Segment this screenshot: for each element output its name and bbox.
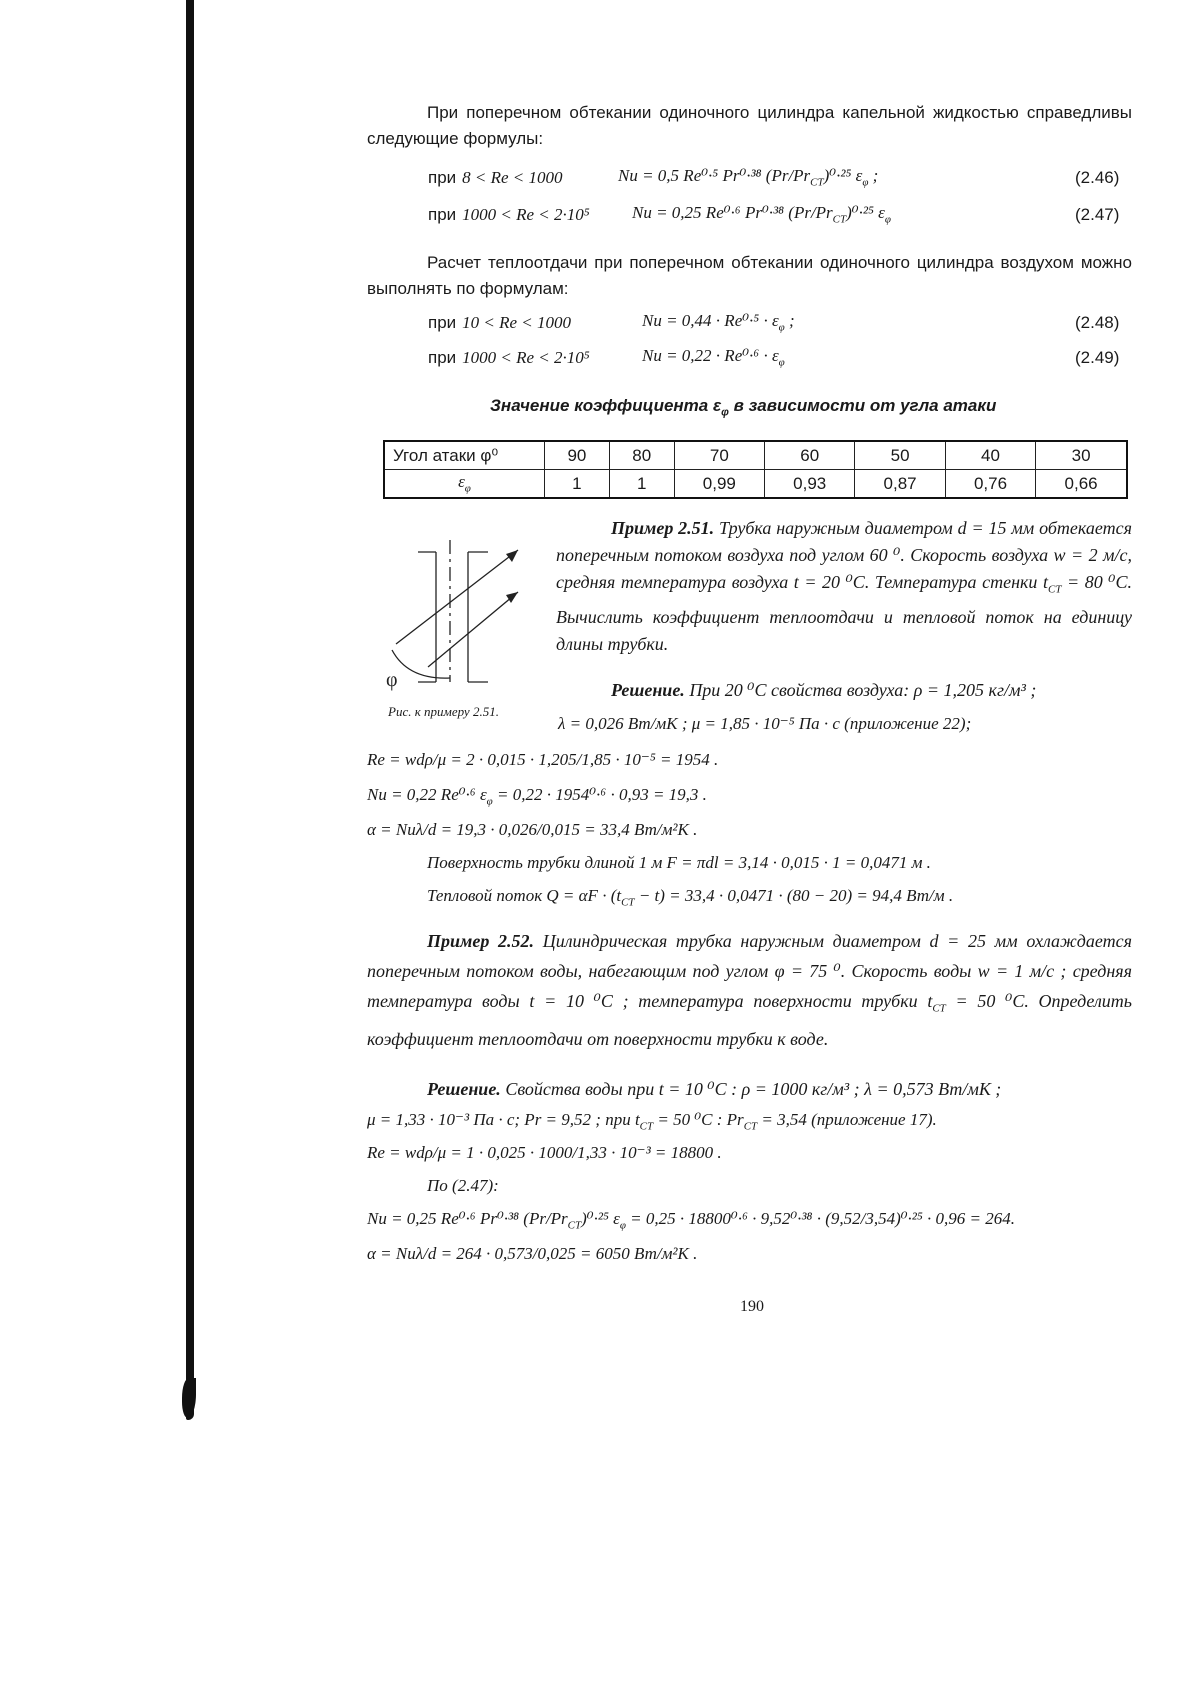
eq-2-49-formula: $Nu = 0,22 \cdot Re^0\cdot^6 \cdot \varepsilon_\varphi$ bbox=[642, 346, 785, 369]
eq-2-46-number: (2.46) bbox=[1075, 168, 1120, 187]
table-cell: 50 bbox=[855, 441, 945, 470]
example-2-52-ref: По (2.47): bbox=[427, 1176, 499, 1195]
eq-2-49-number: (2.49) bbox=[1075, 348, 1120, 367]
table-cell-label: $\varepsilon_\varphi$ bbox=[384, 470, 545, 499]
eq-2-48-condition: при 10 < Re < 1000 bbox=[428, 313, 572, 332]
table-cell: 0,93 bbox=[765, 470, 855, 499]
table-cell: 30 bbox=[1036, 441, 1127, 470]
page-number: 190 bbox=[740, 1298, 764, 1315]
example-2-51-properties: λ = 0,026 Вт/мК ; μ = 1,85 · 10⁻⁵ Па · с (приложение 22); bbox=[558, 714, 972, 733]
figure-caption: Рис. к примеру 2.51. bbox=[388, 704, 499, 719]
intro-paragraph-liquid: При поперечном обтекании одиночного цилиндра капельной жидкостью справедливы следующие формулы: bbox=[367, 103, 1132, 148]
eq-2-49-condition: при 1000 < Re < 2·10⁵ bbox=[428, 348, 590, 367]
table-cell: 40 bbox=[945, 441, 1035, 470]
example-2-51-heat-flux: Тепловой поток $Q = \alpha F \cdot (t_{СТ} - t) = 33,4 \cdot 0,0471 \cdot (80 - 20) = 94,4$ Вт/м . bbox=[427, 886, 954, 909]
table-cell: 0,87 bbox=[855, 470, 945, 499]
example-2-52-reynolds: Re = wdρ/μ = 1 · 0,025 · 1000/1,33 · 10⁻³ = 18800 . bbox=[367, 1143, 722, 1162]
eq-2-46-condition: при 8 < Re < 1000 bbox=[428, 168, 563, 187]
coefficient-table bbox=[383, 440, 1128, 499]
scan-binding-edge bbox=[186, 0, 194, 1420]
example-2-52-properties: μ = 1,33 · 10⁻³ Па · с; Pr = 9,52 ; при $t_{СТ} = 50$ ⁰С : $Pr_{СТ} = 3,54$ (приложение 17). bbox=[367, 1110, 937, 1133]
table-cell: 1 bbox=[609, 470, 674, 499]
solution-label: Решение. bbox=[427, 1079, 501, 1099]
table-cell: 1 bbox=[545, 470, 610, 499]
phi-label: φ bbox=[386, 669, 398, 691]
eq-2-48-number: (2.48) bbox=[1075, 313, 1120, 332]
table-cell: 0,99 bbox=[674, 470, 764, 499]
eq-2-47-formula: Nu = 0,25 Re⁰·⁶ Pr⁰·³⁸ $(Pr/Pr_{СТ})^0\cdot^{25}$ $\varepsilon_\varphi$ bbox=[632, 203, 891, 226]
eq-2-48-formula: $Nu = 0,44 \cdot Re^0\cdot^5 \cdot \varepsilon_\varphi$ ; bbox=[642, 311, 795, 334]
example-2-51-reynolds: Re = wdρ/μ = 2 · 0,015 · 1,205/1,85 · 10⁻⁵ = 1954 . bbox=[367, 750, 719, 769]
example-2-51-alpha: α = Nuλ/d = 19,3 · 0,026/0,015 = 33,4 Вт/м²К . bbox=[367, 820, 698, 839]
eq-2-47-number: (2.47) bbox=[1075, 205, 1120, 224]
example-2-52-solution: Решение. Свойства воды при t = 10 ⁰С : ρ = 1000 кг/м³ ; λ = 0,573 Вт/мК ; bbox=[427, 1079, 1002, 1099]
example-2-51-label: Пример 2.51. bbox=[611, 518, 715, 538]
table-cell: 70 bbox=[674, 441, 764, 470]
table-cell: 60 bbox=[765, 441, 855, 470]
table-row-coefficient bbox=[384, 470, 1127, 499]
example-2-51-solution: Решение. При 20 ⁰С свойства воздуха: ρ = 1,205 кг/м³ ; bbox=[611, 680, 1037, 700]
table-cell-label: Угол атаки φ⁰ bbox=[384, 441, 545, 470]
example-2-52-label: Пример 2.52. bbox=[427, 931, 535, 951]
table-heading: Значение коэффициента $\varepsilon_\varphi$ в зависимости от угла атаки bbox=[490, 396, 997, 419]
table-cell: 80 bbox=[609, 441, 674, 470]
table-cell: 0,76 bbox=[945, 470, 1035, 499]
example-2-52-alpha: α = Nuλ/d = 264 · 0,573/0,025 = 6050 Вт/м²К . bbox=[367, 1244, 698, 1263]
eq-2-47-condition: при 1000 < Re < 2·10⁵ bbox=[428, 205, 590, 224]
example-2-51-nusselt: Nu = 0,22 Re⁰·⁶ $\varepsilon_\varphi = 0,22 \cdot 1954^0\cdot^6 \cdot 0,93 = 19,3$ . bbox=[367, 785, 707, 808]
example-2-51-surface: Поверхность трубки длиной 1 м F = πdl = 3,14 · 0,015 · 1 = 0,0471 м . bbox=[427, 853, 931, 872]
eq-2-46-formula: Nu = 0,5 Re⁰·⁵ Pr⁰·³⁸ $(Pr/Pr_{СТ})^0\cdot^{25}$ $\varepsilon_\varphi$ ; bbox=[618, 166, 879, 189]
solution-label: Решение. bbox=[611, 680, 685, 700]
table-row-angle bbox=[384, 441, 1127, 470]
tube-flow-figure bbox=[388, 532, 528, 692]
intro-paragraph-air: Расчет теплоотдачи при поперечном обтекании одиночного цилиндра воздухом можно выполнять по формулам: bbox=[367, 253, 1132, 298]
table-cell: 0,66 bbox=[1036, 470, 1127, 499]
example-2-52-nusselt: Nu = 0,25 Re⁰·⁶ Pr⁰·³⁸ $(Pr/Pr_{СТ})^0\cdot^{25}$ $\varepsilon_\varphi = 0,25 \cdot 18800^0\cdot^6 \cdot 9,52^0\cdot^{38} \cdot (9,52/3,54)^0\cdot^{25} \cdot 0,96 = 264$. bbox=[367, 1209, 1016, 1232]
table-cell: 90 bbox=[545, 441, 610, 470]
example-2-51-statement: Пример 2.51. Трубка наружным диаметром d = 15 мм обтекается поперечным потоком воздуха под углом 60 ⁰. Скорость воздуха w = 2 м/с, средняя температура воздуха t = 20 ⁰С. Температура стенки $t_{СТ} = 80$ ⁰С. Вычислить коэффициент теплоотдачи и тепловой поток на единицу длины трубки. bbox=[556, 518, 1133, 654]
example-2-52-statement: Пример 2.52. Цилиндрическая трубка наружным диаметром d = 25 мм охлаждается поперечным потоком воды, набегающим под углом φ = 75 ⁰. Скорость воды w = 1 м/с ; средняя температура воды t = 10 ⁰С ; температура поверхности трубки $t_{СТ} = 50$ ⁰С. Определить коэффициент теплоотдачи от поверхности трубки к воде. bbox=[367, 931, 1132, 1049]
